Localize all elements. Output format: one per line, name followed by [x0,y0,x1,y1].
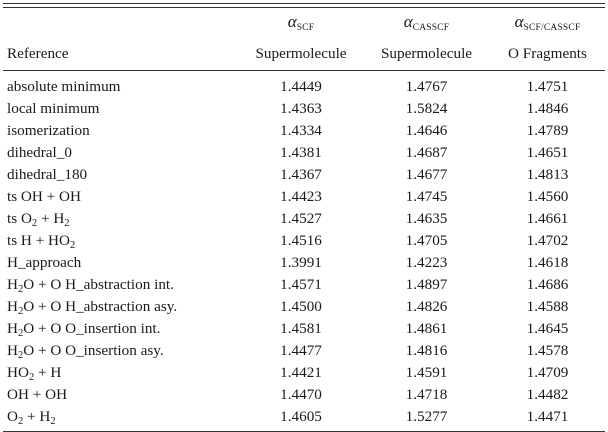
table-row [3,120,605,142]
cell-reference: ts $O_2 + H_2$ [7,210,70,229]
cell-alpha-casscf: 1.4897 [405,276,448,293]
table-row [3,98,605,120]
table-row [3,186,605,208]
table-row [3,208,605,230]
cell-reference: local minimum [7,100,100,117]
symbol-header-row [3,8,605,38]
cell-alpha-scf-casscf: 1.4560 [526,188,569,205]
cell-reference: $H_2O + O$ H_abstraction int. [7,276,174,295]
cell-alpha-scf-casscf: 1.4471 [526,408,569,425]
symbol-alpha-casscf: $\alpha_{CASSCF}$ [403,12,450,33]
cell-alpha-casscf: 1.4646 [405,122,448,139]
data-table [3,3,605,432]
symbol-alpha-scf-casscf: $\alpha_{SCF/CASSCF}$ [514,12,581,33]
cell-alpha-scf: 1.4527 [280,210,322,227]
cell-reference: $H_2O + O$ O_insertion int. [7,320,161,339]
cell-alpha-casscf: 1.4705 [405,232,448,249]
cell-alpha-scf-casscf: 1.4686 [526,276,569,293]
cell-alpha-casscf: 1.5824 [405,100,448,117]
column-header-row [3,38,605,70]
table-row [3,274,605,296]
header-supermolecule-casscf: Supermolecule [380,45,473,62]
cell-alpha-scf-casscf: 1.4578 [526,342,569,359]
header-supermolecule-scf: Supermolecule [255,45,347,62]
cell-reference: ts $H + HO_2$ [7,232,76,251]
cell-reference: $H_2O + O$ O_insertion asy. [7,342,164,361]
cell-alpha-scf-casscf: 1.4751 [526,78,569,95]
header-reference: Reference [7,45,69,62]
results-table [3,8,605,428]
cell-alpha-scf-casscf: 1.4709 [526,364,569,381]
cell-alpha-casscf: 1.5277 [405,408,448,425]
cell-alpha-casscf: 1.4677 [405,166,448,183]
table-row [3,318,605,340]
cell-alpha-scf: 1.4381 [280,144,322,161]
cell-alpha-scf: 1.4516 [280,232,322,249]
cell-alpha-scf-casscf: 1.4588 [526,298,569,315]
cell-alpha-scf: 1.4605 [280,408,322,425]
cell-reference: OH + OH [7,386,68,403]
cell-reference: ts OH + OH [7,188,81,205]
cell-alpha-scf: 1.4423 [280,188,322,205]
header-o-fragments: O Fragments [508,45,587,62]
cell-alpha-casscf: 1.4745 [405,188,448,205]
cell-alpha-scf: 1.4367 [280,166,322,183]
cell-reference: isomerization [7,122,90,139]
cell-alpha-casscf: 1.4826 [405,298,448,315]
cell-alpha-scf: 1.4581 [280,320,322,337]
cell-alpha-scf: 1.4470 [280,386,322,403]
cell-alpha-casscf: 1.4223 [405,254,448,271]
cell-alpha-casscf: 1.4687 [405,144,448,161]
cell-alpha-scf-casscf: 1.4813 [526,166,569,183]
symbol-alpha-scf: $\alpha_{SCF}$ [287,12,315,33]
cell-alpha-scf-casscf: 1.4661 [526,210,569,227]
cell-reference: $HO_2 + H$ [7,364,62,383]
cell-alpha-scf: 1.4500 [280,298,322,315]
cell-alpha-scf-casscf: 1.4482 [526,386,569,403]
cell-alpha-scf-casscf: 1.4702 [526,232,569,249]
cell-alpha-casscf: 1.4861 [405,320,448,337]
table-row [3,164,605,186]
table-row [3,362,605,384]
cell-alpha-casscf: 1.4767 [405,78,448,95]
table-row [3,340,605,362]
cell-alpha-casscf: 1.4635 [405,210,448,227]
cell-reference: $O_2 + H_2$ [7,408,56,427]
table-row [3,71,605,98]
table-row [3,384,605,406]
cell-reference: $H_2O + O$ H_abstraction asy. [7,298,178,317]
cell-alpha-casscf: 1.4816 [405,342,448,359]
cell-alpha-scf: 1.4363 [280,100,322,117]
cell-alpha-scf: 1.4477 [280,342,322,359]
cell-alpha-scf-casscf: 1.4618 [526,254,569,271]
table-row [3,406,605,428]
cell-reference: absolute minimum [7,78,121,95]
cell-alpha-scf: 1.4449 [280,78,322,95]
cell-alpha-casscf: 1.4591 [405,364,448,381]
cell-reference: dihedral_180 [7,166,88,183]
table-row [3,296,605,318]
cell-alpha-scf-casscf: 1.4789 [526,122,569,139]
cell-alpha-casscf: 1.4718 [405,386,448,403]
cell-alpha-scf: 1.4421 [280,364,322,381]
cell-alpha-scf-casscf: 1.4651 [526,144,569,161]
cell-alpha-scf: 1.4334 [280,122,322,139]
table-row [3,252,605,274]
cell-alpha-scf: 1.3991 [280,254,322,271]
cell-alpha-scf-casscf: 1.4645 [526,320,569,337]
table-row [3,230,605,252]
cell-alpha-scf-casscf: 1.4846 [526,100,569,117]
cell-reference: H_approach [7,254,82,271]
table-row [3,142,605,164]
cell-alpha-scf: 1.4571 [280,276,322,293]
cell-reference: dihedral_0 [7,144,72,161]
